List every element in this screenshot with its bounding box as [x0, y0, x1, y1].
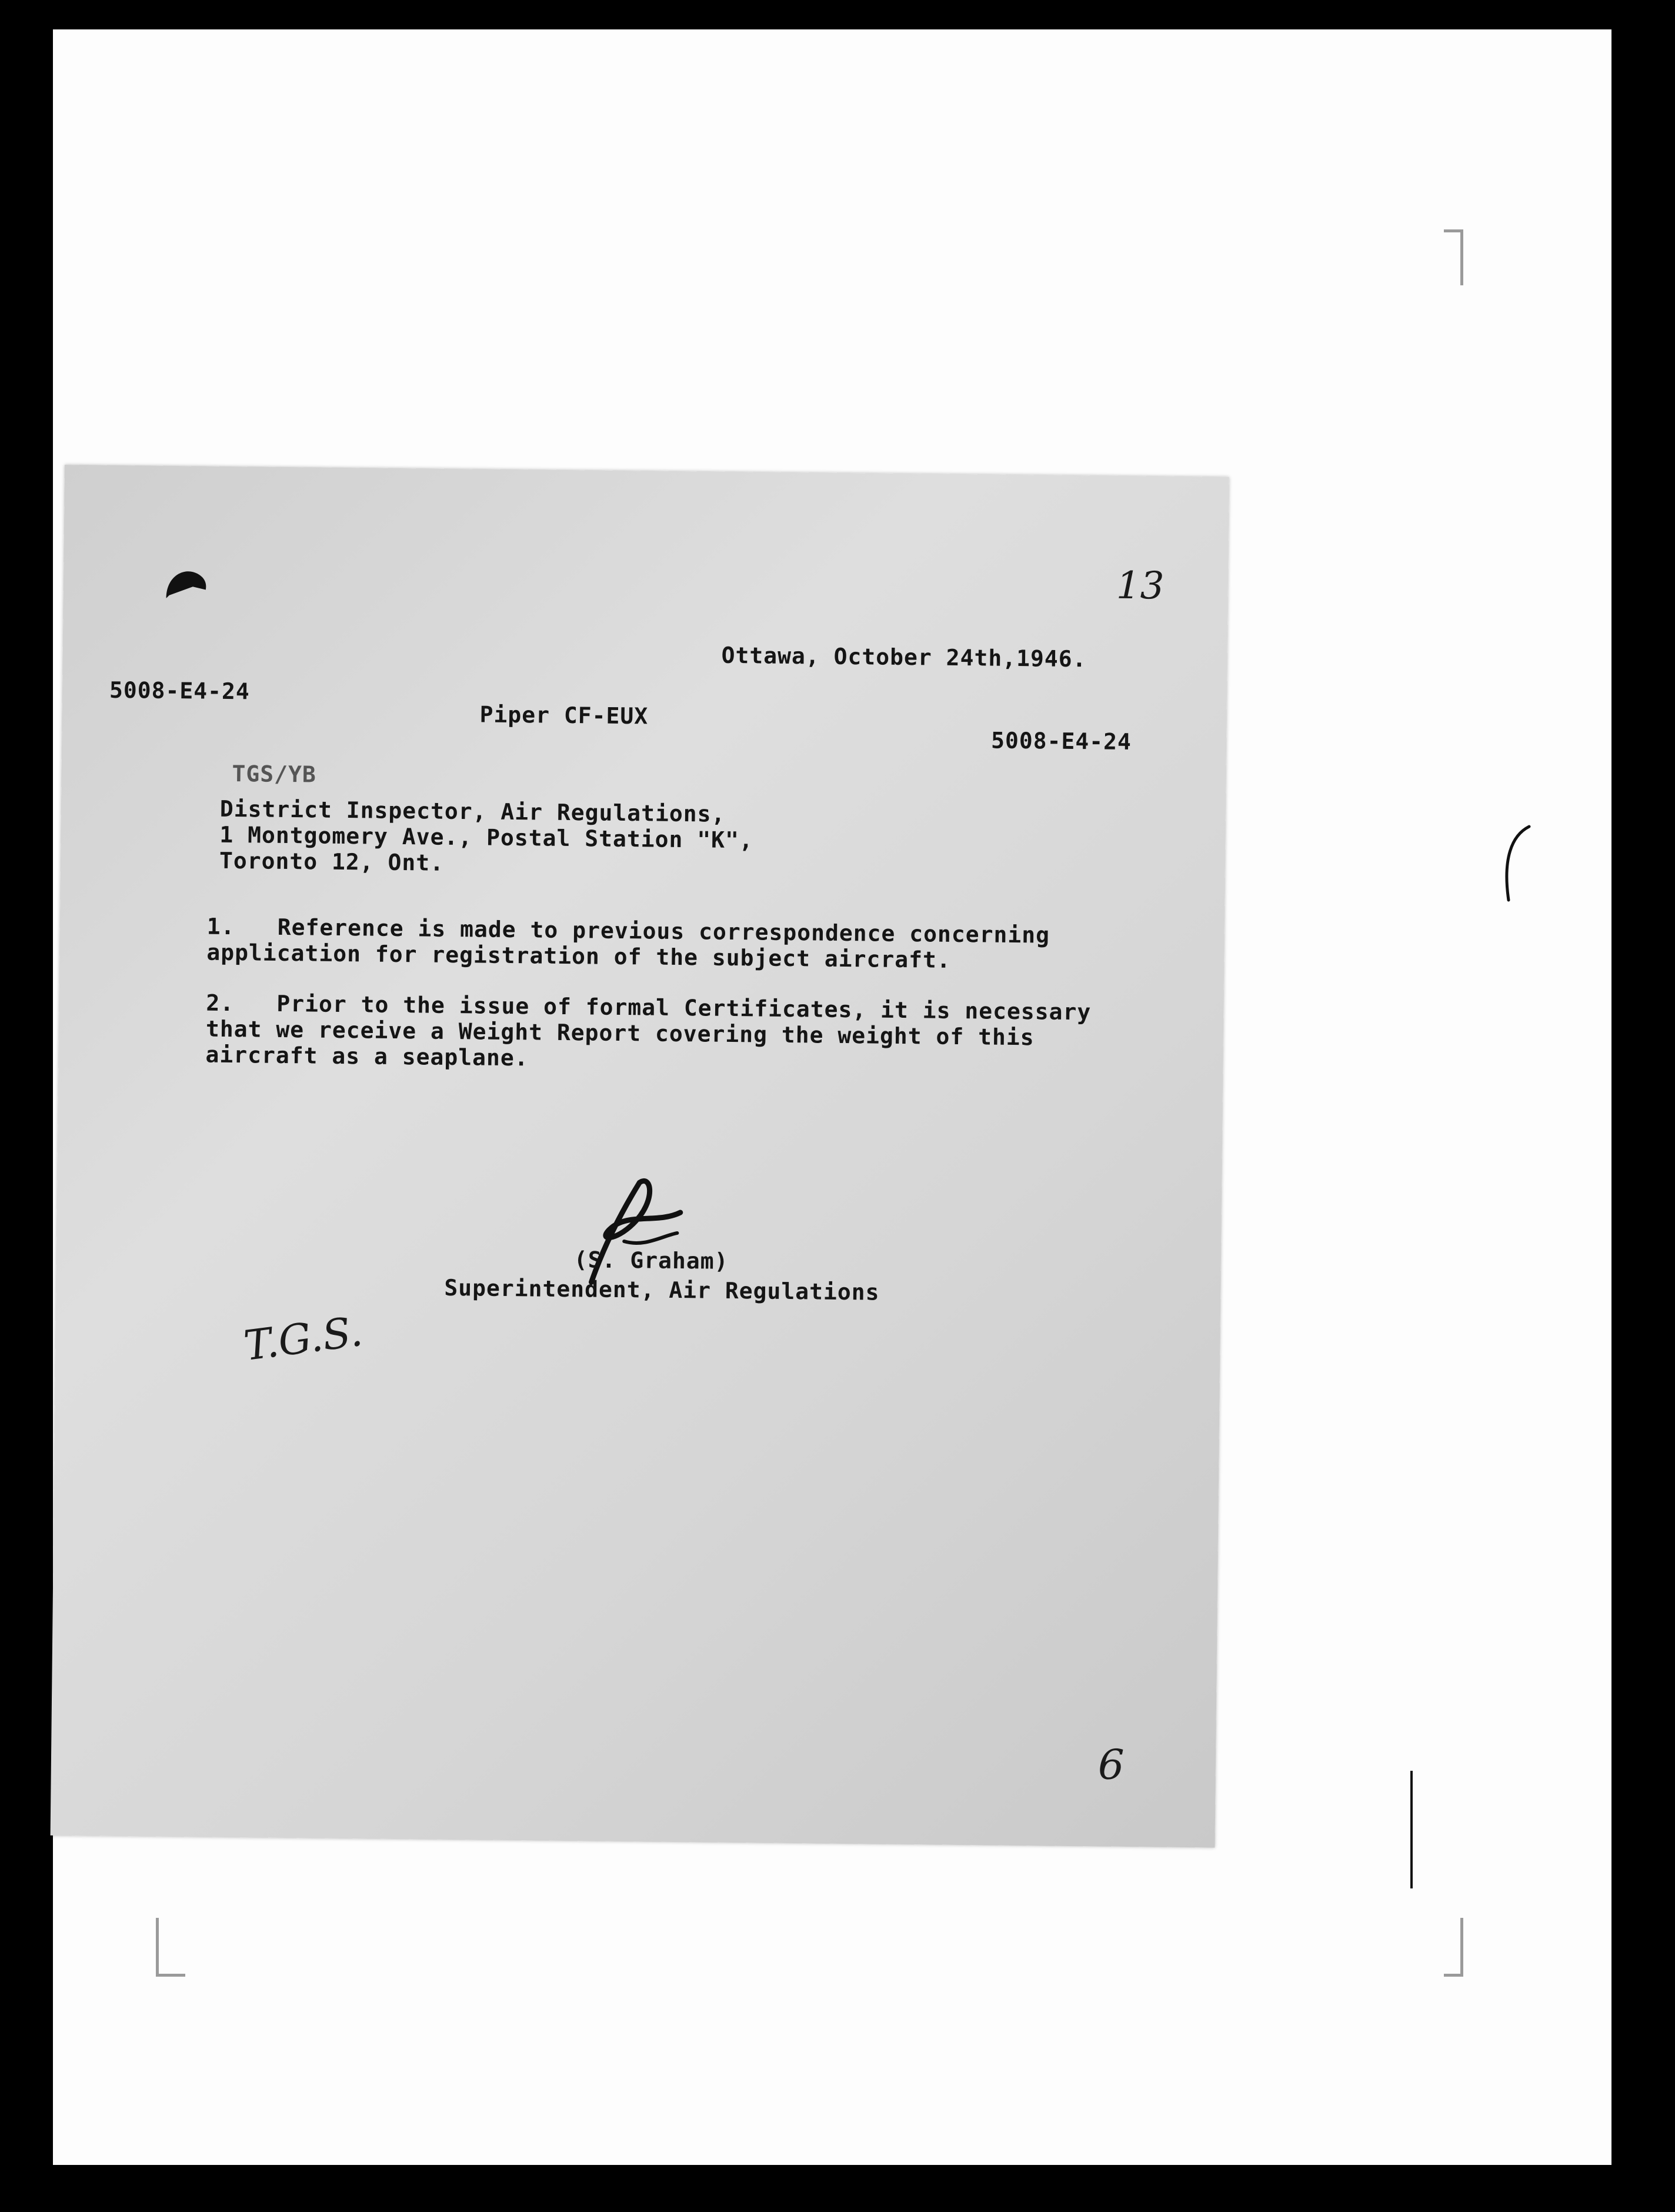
subject-line: Piper CF-EUX [479, 701, 649, 729]
signatory-name: (S. Graham) [573, 1247, 729, 1274]
signatory-title: Superintendent, Air Regulations [444, 1274, 880, 1305]
paragraph-number: 1. [206, 913, 235, 940]
crop-mark-bottom-left [156, 1918, 185, 1977]
paragraph-line: application for registration of the subject aircraft. [206, 939, 952, 973]
place-date: Ottawa, October 24th,1946. [721, 642, 1087, 672]
paragraph-line: aircraft as a seaplane. [205, 1041, 529, 1071]
file-reference-right: 5008-E4-24 [990, 727, 1132, 755]
typist-initials: TGS/YB [232, 761, 317, 788]
paragraph-2 [205, 990, 1092, 1077]
paragraph-1 [206, 913, 1050, 973]
paragraph-line: Prior to the issue of formal Certificates, it is necessary [276, 990, 1092, 1025]
handwritten-folio-bottom: 6 [1097, 1740, 1125, 1789]
film-edge-right [1611, 29, 1675, 2165]
margin-bracket-mark [1497, 824, 1532, 906]
paragraph-line: Reference is made to previous correspondence concerning [277, 914, 1050, 948]
recipient-address [219, 796, 754, 879]
crop-mark-bottom-right [1444, 1918, 1463, 1977]
handwritten-folio-top: 13 [1116, 564, 1165, 608]
staple-hole-mark [164, 566, 211, 602]
paragraph-number: 2. [206, 990, 235, 1017]
handwritten-initials: T.G.S. [241, 1307, 365, 1370]
film-edge-left [0, 29, 53, 2165]
file-reference-left: 5008-E4-24 [109, 677, 250, 705]
crop-mark-top-right [1444, 229, 1463, 285]
address-line: Toronto 12, Ont. [219, 847, 445, 876]
typed-letter [51, 465, 1229, 1848]
address-line: 1 Montgomery Ave., Postal Station "K", [219, 821, 753, 854]
paragraph-line: that we receive a Weight Report covering the weight of this [205, 1015, 1035, 1051]
address-line: District Inspector, Air Regulations, [219, 795, 726, 827]
film-scratch [1410, 1771, 1413, 1888]
